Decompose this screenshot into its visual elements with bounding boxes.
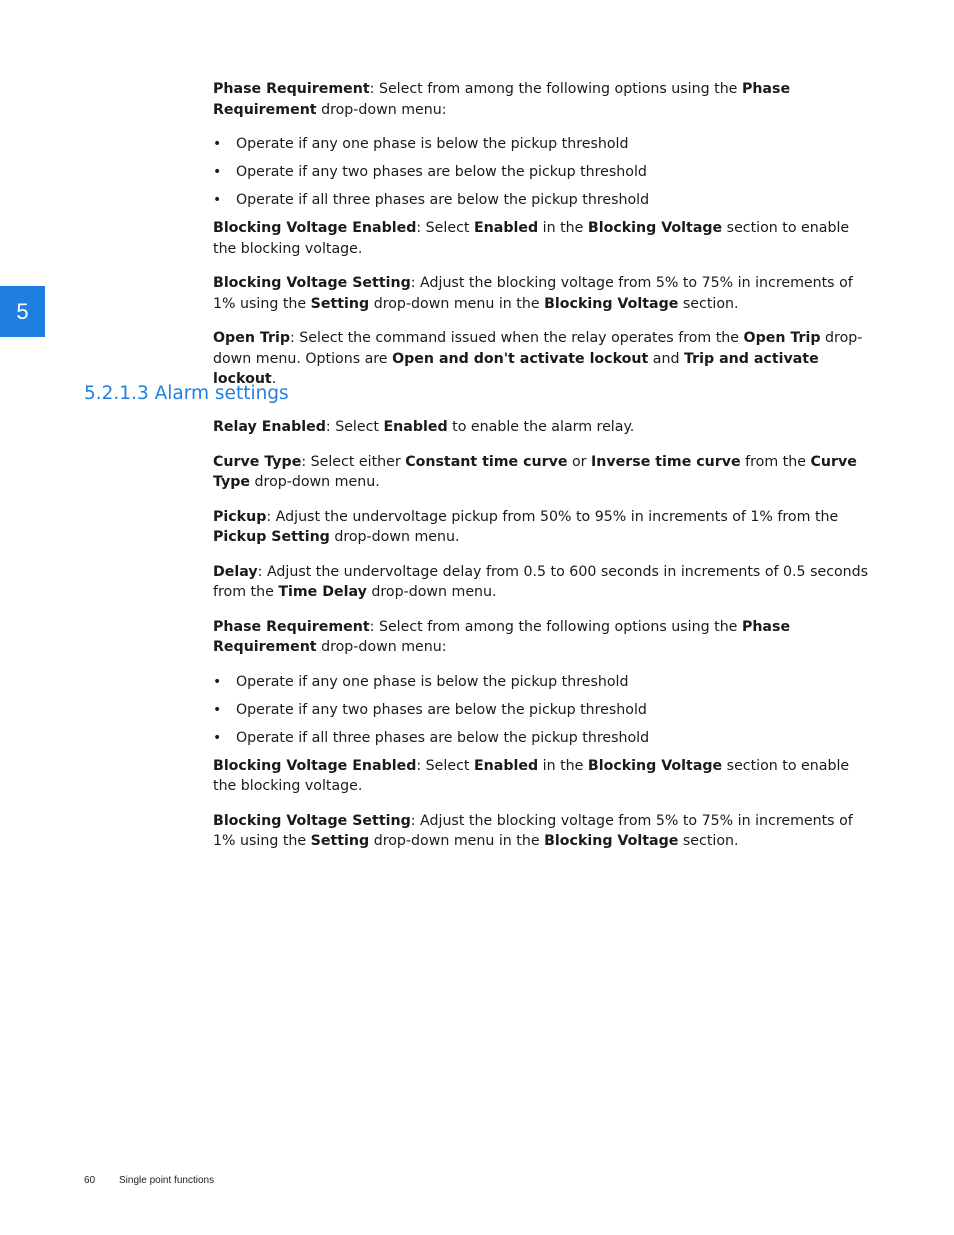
top-content (213, 79, 873, 404)
list-item: • Operate if any two phases are below the pickup threshold (213, 701, 647, 718)
bullet-icon: • (213, 701, 222, 718)
blocking-voltage-enabled-paragraph: Blocking Voltage Enabled: Select Enabled in the Blocking Voltage section to enable the blocking voltage. (213, 220, 850, 257)
bullet-icon: • (213, 729, 222, 746)
list-item: • Operate if all three phases are below the pickup threshold (213, 192, 650, 208)
phase-options-list (213, 672, 873, 748)
bullet-icon: • (213, 136, 222, 152)
blocking-voltage-setting-paragraph: Blocking Voltage Setting: Adjust the blocking voltage from 5% to 75% in increments of 1% using the Setting drop-down menu in the Blocking Voltage section. (213, 812, 853, 849)
page-number: 60 (84, 1175, 96, 1186)
pickup-paragraph: Pickup: Adjust the undervoltage pickup from 50% to 95% in increments of 1% from the Pickup Setting drop-down menu. (213, 508, 839, 545)
open-trip-paragraph: Open Trip: Select the command issued when the relay operates from the Open Trip drop-down menu. Options are Open and don't activate lockout and Trip and activate lockout. (213, 330, 863, 387)
list-item: • Operate if any one phase is below the pickup threshold (213, 136, 629, 152)
bullet-icon: • (213, 192, 222, 208)
section-heading: 5.2.1.3 Alarm settings (84, 383, 289, 404)
curve-type-paragraph: Curve Type: Select either Constant time curve or Inverse time curve from the Curve Type drop-down menu. (213, 453, 857, 490)
blocking-voltage-enabled-paragraph: Blocking Voltage Enabled: Select Enabled in the Blocking Voltage section to enable the blocking voltage. (213, 757, 850, 794)
relay-enabled-paragraph: Relay Enabled: Select Enabled to enable the alarm relay. (213, 419, 635, 435)
phase-requirement-paragraph: Phase Requirement: Select from among the following options using the Phase Requirement drop-down menu: (213, 618, 791, 655)
blocking-voltage-setting-paragraph: Blocking Voltage Setting: Adjust the blocking voltage from 5% to 75% in increments of 1% using the Setting drop-down menu in the Blocking Voltage section. (213, 275, 853, 312)
list-item: • Operate if any two phases are below the pickup threshold (213, 164, 647, 180)
footer-section-title: Single point functions (119, 1175, 215, 1186)
list-item: • Operate if any one phase is below the pickup threshold (213, 673, 629, 690)
bullet-icon: • (213, 164, 222, 180)
list-item: • Operate if all three phases are below the pickup threshold (213, 729, 650, 746)
term: Phase Requirement (213, 81, 370, 97)
alarm-content (213, 417, 873, 866)
chapter-tab: 5 (0, 286, 45, 337)
delay-paragraph: Delay: Adjust the undervoltage delay from 0.5 to 600 seconds in increments of 0.5 seconds from the Time Delay drop-down menu. (213, 563, 869, 600)
bullet-icon: • (213, 673, 222, 690)
phase-requirement-paragraph: Phase Requirement: Select from among the following options using the Phase Requirement drop-down menu: (213, 81, 791, 118)
phase-options-list (213, 134, 873, 210)
